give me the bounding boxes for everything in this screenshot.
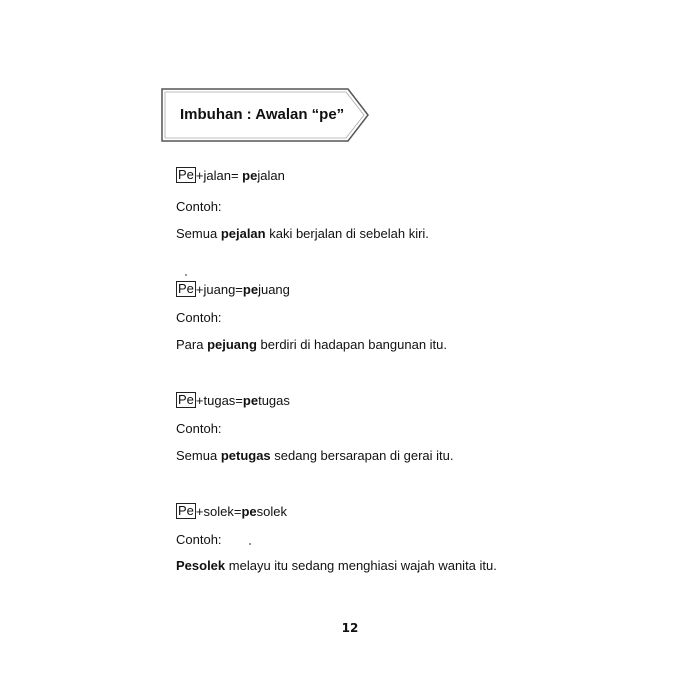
sentence-after: sedang bersarapan di gerai itu. (270, 448, 454, 463)
result-prefix: pe (242, 167, 258, 183)
example-sentence (176, 226, 429, 241)
result-rest: solek (256, 503, 287, 519)
formula-line (176, 167, 285, 183)
sentence-bold-word: Pesolek (176, 558, 226, 573)
formula-line (176, 503, 287, 519)
formula-line (176, 281, 290, 297)
example-sentence (176, 337, 447, 352)
result-prefix: pe (242, 281, 259, 297)
example-sentence (176, 448, 454, 463)
formula-root: +jalan= (195, 167, 243, 183)
sentence-after: melayu itu sedang menghiasi wajah wanita itu. (225, 558, 497, 573)
formula-line (176, 392, 290, 408)
result-rest: tugas (258, 392, 290, 408)
result-rest: jalan (257, 167, 285, 183)
title-banner (160, 87, 370, 143)
prefix-box: Pe (178, 281, 194, 296)
result-prefix: pe (242, 392, 259, 408)
contoh-label: Contoh: (176, 199, 222, 214)
sentence-bold-word: pejuang (207, 337, 257, 352)
scan-speck (249, 543, 251, 545)
formula-root: +solek= (195, 503, 242, 519)
sentence-bold-word: pejalan (220, 226, 266, 241)
result-prefix: pe (241, 503, 257, 519)
result-rest: juang (258, 281, 290, 297)
contoh-label: Contoh: (176, 421, 222, 436)
sentence-bold-word: petugas (220, 448, 271, 463)
sentence-before: Semua (176, 226, 221, 241)
formula-root: +juang= (195, 281, 243, 297)
sentence-before: Para (176, 337, 208, 352)
prefix-box: Pe (178, 503, 194, 518)
sentence-before: Semua (176, 448, 221, 463)
example-sentence (176, 558, 497, 573)
prefix-box: Pe (178, 392, 194, 407)
scan-speck (185, 274, 187, 276)
prefix-box: Pe (178, 167, 194, 182)
sentence-after: berdiri di hadapan bangunan itu. (256, 337, 448, 352)
formula-root: +tugas= (195, 392, 243, 408)
sentence-after: kaki berjalan di sebelah kiri. (265, 226, 429, 241)
contoh-label: Contoh: (176, 532, 222, 547)
page-title: Imbuhan : Awalan “pe” (180, 106, 345, 123)
contoh-label: Contoh: (176, 310, 222, 325)
page-number: 12 (341, 621, 359, 635)
